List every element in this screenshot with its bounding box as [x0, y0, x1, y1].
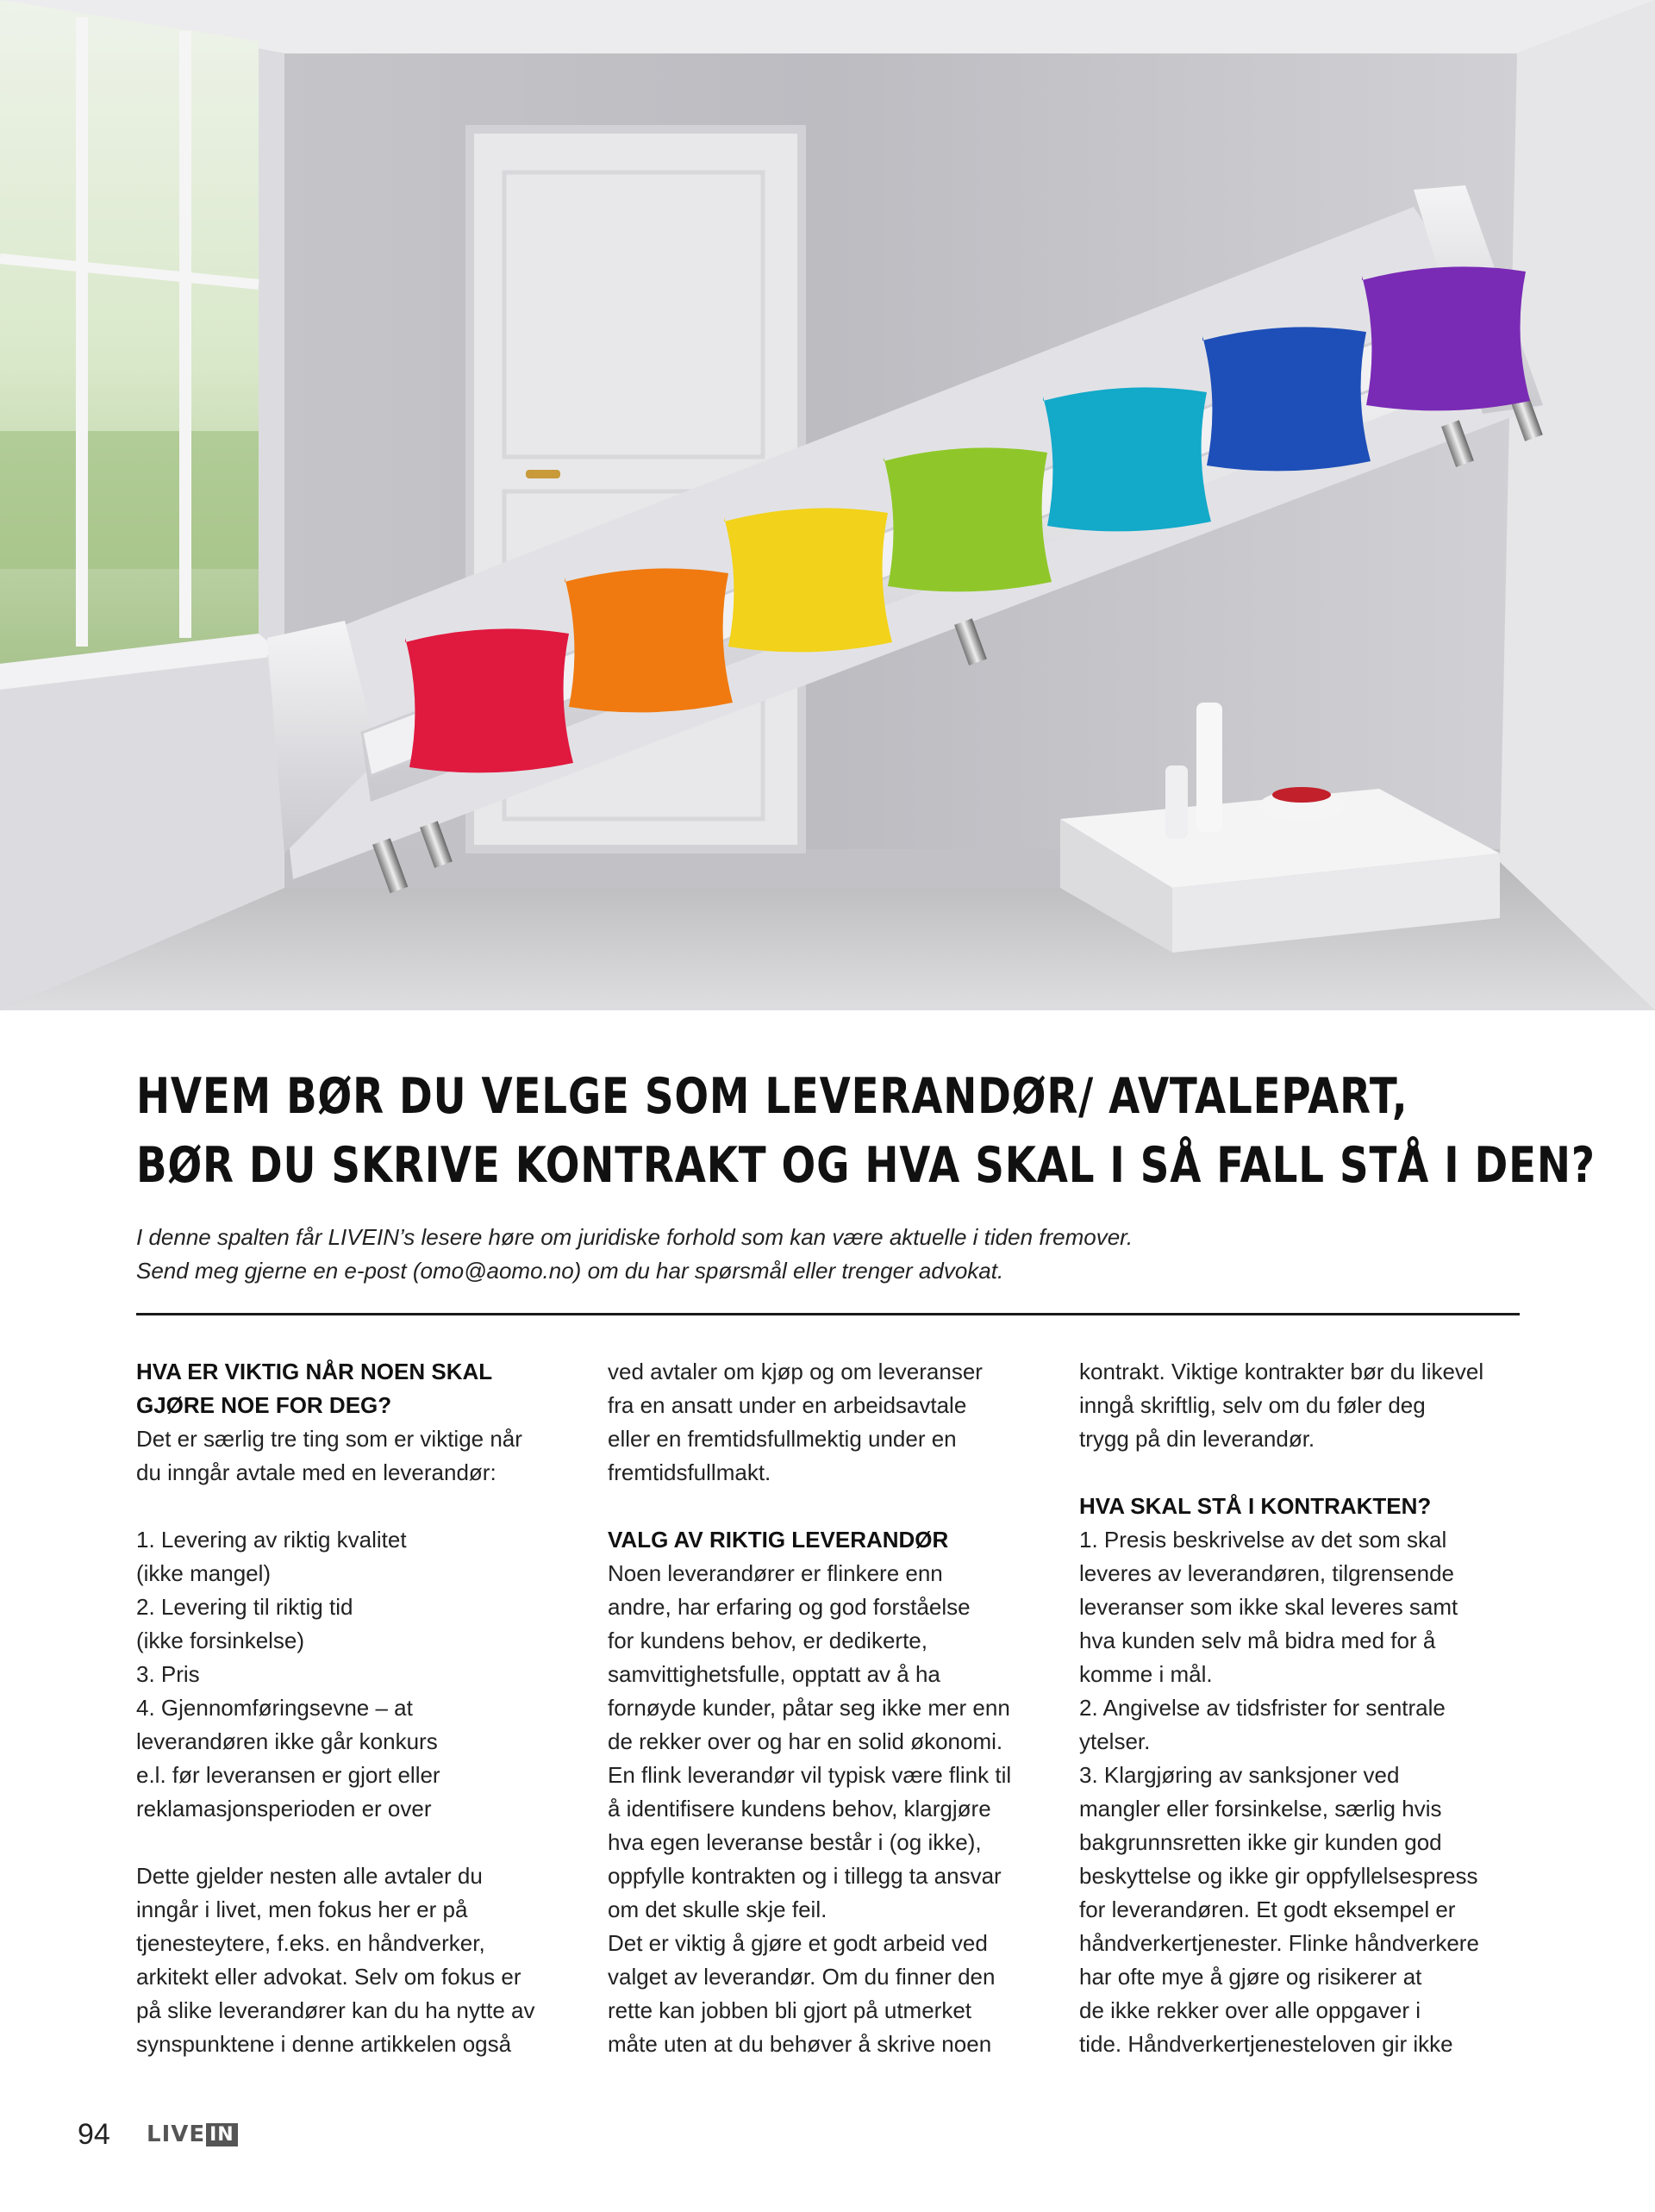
list-line: 1. Levering av riktig kvalitet	[136, 1527, 407, 1553]
pillow	[1202, 327, 1371, 471]
text-line: Dette gjelder nesten alle avtaler du	[136, 1863, 483, 1889]
text-line: komme i mål.	[1079, 1661, 1213, 1687]
text-line: leveranser som ikke skal leveres samt	[1079, 1594, 1458, 1620]
column-1-paragraph	[136, 1859, 584, 2061]
text-line: synspunktene i denne artikkelen også	[136, 2031, 512, 2057]
list-line: leverandøren ikke går konkurs	[136, 1728, 438, 1754]
text-line: arkitekt eller advokat. Selv om fokus er	[136, 1964, 521, 1990]
pillow	[565, 568, 733, 712]
list-line: e.l. før leveransen er gjort eller	[136, 1762, 440, 1788]
logo-live-text: LIVE	[147, 2121, 206, 2147]
pillow	[884, 447, 1052, 591]
text-line: Det er særlig tre ting som er viktige når	[136, 1426, 522, 1452]
text-line: du inngår avtale med en leverandør:	[136, 1459, 496, 1485]
heading-line: GJØRE NOE FOR DEG?	[136, 1392, 392, 1418]
text-line: 1. Presis beskrivelse av det som skal	[1079, 1527, 1447, 1553]
column-2	[608, 1355, 1056, 2061]
column-2-heading: VALG AV RIKTIG LEVERANDØR	[608, 1527, 949, 1553]
text-line: fornøyde kunder, påtar seg ikke mer enn	[608, 1695, 1010, 1721]
pillow	[1362, 266, 1530, 410]
text-line: Det er viktig å gjøre et godt arbeid ved	[608, 1930, 988, 1956]
column-1-list	[136, 1523, 584, 1826]
column-1-intro	[136, 1422, 584, 1490]
headline-line-2: BØR DU SKRIVE KONTRAKT OG HVA SKAL I SÅ FALL STÅ I DEN?	[136, 1137, 1596, 1194]
pillow	[724, 508, 892, 652]
text-line: de ikke rekker over alle oppgaver i	[1079, 1997, 1421, 2023]
text-line: 2. Angivelse av tidsfrister for sentrale	[1079, 1695, 1446, 1721]
text-line: inngår i livet, men fokus her er på	[136, 1896, 468, 1922]
text-line: eller en fremtidsfullmektig under en	[608, 1426, 957, 1452]
text-line: ved avtaler om kjøp og om leveranser	[608, 1359, 983, 1384]
column-1-heading	[136, 1355, 584, 1422]
column-1	[136, 1355, 584, 2061]
lede-line-1: I denne spalten får LIVEIN’s lesere høre om juridiske forhold som kan være aktuelle i tiden fremover.	[136, 1224, 1134, 1250]
text-line: Noen leverandører er flinkere enn	[608, 1560, 943, 1586]
text-line: bakgrunnsretten ikke gir kunden god	[1079, 1829, 1442, 1855]
column-3-intro	[1079, 1355, 1527, 1456]
text-line: beskyttelse og ikke gir oppfyllelsespress	[1079, 1863, 1478, 1889]
list-line: 2. Levering til riktig tid	[136, 1594, 353, 1620]
text-line: leveres av leverandøren, tilgrensende	[1079, 1560, 1455, 1586]
divider-rule	[136, 1313, 1520, 1315]
text-line: valget av leverandør. Om du finner den	[608, 1964, 996, 1990]
list-line: (ikke mangel)	[136, 1560, 272, 1586]
text-line: de rekker over og har en solid økonomi.	[608, 1728, 1003, 1754]
column-2-intro	[608, 1355, 1056, 1490]
logo-in-box: IN	[206, 2123, 238, 2146]
column-3-paragraph	[1079, 1523, 1527, 2061]
list-line: 4. Gjennomføringsevne – at	[136, 1695, 413, 1721]
livein-logo	[147, 2121, 238, 2147]
text-line: hva kunden selv må bidra med for å	[1079, 1628, 1436, 1653]
text-line: på slike leverandører kan du ha nytte av	[136, 1997, 535, 2023]
text-line: å identifisere kundens behov, klargjøre	[608, 1796, 991, 1821]
text-line: kontrakt. Viktige kontrakter bør du likevel	[1079, 1359, 1484, 1384]
text-line: trygg på din leverandør.	[1079, 1426, 1315, 1452]
heading-line: HVA ER VIKTIG NÅR NOEN SKAL	[136, 1359, 493, 1384]
text-line: rette kan jobben bli gjort på utmerket	[608, 1997, 972, 2023]
text-line: 3. Klargjøring av sanksjoner ved	[1079, 1762, 1400, 1788]
text-line: En flink leverandør vil typisk være flink til	[608, 1762, 1012, 1788]
article-lede	[136, 1221, 1515, 1288]
text-line: mangler eller forsinkelse, særlig hvis	[1079, 1796, 1442, 1821]
hero-image	[0, 0, 1655, 1010]
column-2-paragraph-2	[608, 1927, 1056, 2061]
column-2-paragraph-1	[608, 1557, 1056, 1927]
list-line: reklamasjonsperioden er over	[136, 1796, 432, 1821]
text-line: måte uten at du behøver å skrive noen	[608, 2031, 992, 2057]
text-line: andre, har erfaring og god forståelse	[608, 1594, 971, 1620]
column-3	[1079, 1355, 1527, 2061]
text-line: håndverkertjenester. Flinke håndverkere	[1079, 1930, 1479, 1956]
headline-line-1: HVEM BØR DU VELGE SOM LEVERANDØR/ AVTALEPART,	[136, 1068, 1408, 1125]
text-line: om det skulle skje feil.	[608, 1896, 828, 1922]
pillow	[1043, 387, 1211, 531]
text-line: tjenesteytere, f.eks. en håndverker,	[136, 1930, 485, 1956]
text-line: oppfylle kontrakten og i tillegg ta ansvar	[608, 1863, 1002, 1889]
text-line: tide. Håndverkertjenesteloven gir ikke	[1079, 2031, 1453, 2057]
text-line: for leverandøren. Et godt eksempel er	[1079, 1896, 1456, 1922]
text-line: samvittighetsfulle, opptatt av å ha	[608, 1661, 940, 1687]
text-line: fra en ansatt under en arbeidsavtale	[608, 1392, 967, 1418]
lede-line-2: Send meg gjerne en e-post (omo@aomo.no) om du har spørsmål eller trenger advokat.	[136, 1258, 1004, 1284]
list-line: 3. Pris	[136, 1661, 200, 1687]
text-line: hva egen leveranse består i (og ikke),	[608, 1829, 982, 1855]
column-3-heading: HVA SKAL STÅ I KONTRAKTEN?	[1079, 1493, 1432, 1519]
text-line: ytelser.	[1079, 1728, 1151, 1754]
text-line: inngå skriftlig, selv om du føler deg	[1079, 1392, 1426, 1418]
article-headline	[136, 1062, 1596, 1200]
page-number: 94	[78, 2118, 110, 2151]
text-line: har ofte mye å gjøre og risikerer at	[1079, 1964, 1422, 1990]
text-line: for kundens behov, er dedikerte,	[608, 1628, 927, 1653]
pillow	[405, 628, 573, 772]
list-line: (ikke forsinkelse)	[136, 1628, 305, 1653]
text-line: fremtidsfullmakt.	[608, 1459, 771, 1485]
